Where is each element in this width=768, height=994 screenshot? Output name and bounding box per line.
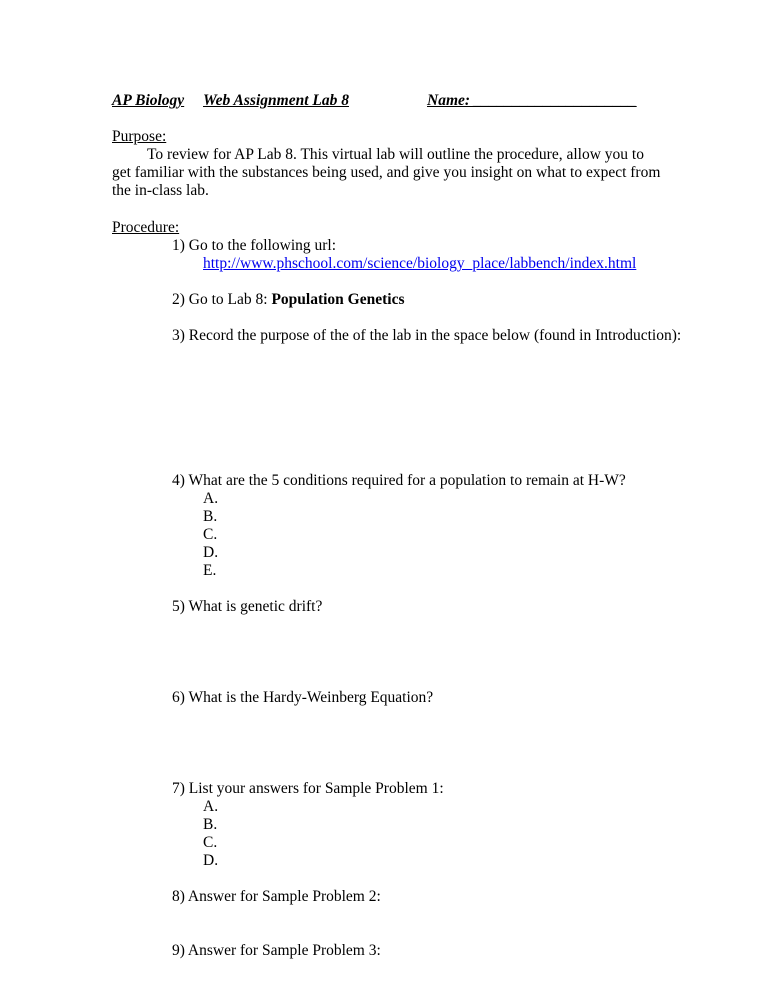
course-title: AP Biology — [112, 92, 185, 109]
step-8-text: 8) Answer for Sample Problem 2: — [172, 888, 381, 905]
step-1-text: 1) Go to the following url: — [172, 237, 337, 254]
step-2-prefix: 2) Go to Lab 8: — [172, 291, 272, 308]
step-2-text — [172, 291, 405, 309]
step-4-option-a: A. — [203, 490, 219, 507]
purpose-line-3: the in-class lab. — [112, 182, 209, 199]
step-3-text: 3) Record the purpose of the of the lab in the space below (found in Introduction): — [172, 327, 682, 344]
step-7-option-b: B. — [203, 816, 218, 833]
purpose-heading: Purpose: — [112, 128, 167, 145]
step-2-lab-name: Population Genetics — [271, 291, 405, 308]
assignment-title: Web Assignment Lab 8 — [203, 92, 349, 109]
step-7-option-c: C. — [203, 834, 218, 851]
step-4-option-c: C. — [203, 526, 218, 543]
step-4-option-d: D. — [203, 544, 219, 561]
step-4-option-e: E. — [203, 562, 217, 579]
lab-bench-url-link[interactable]: http://www.phschool.com/science/biology_place/labbench/index.html — [203, 255, 637, 272]
procedure-heading: Procedure: — [112, 219, 180, 236]
step-4-text: 4) What are the 5 conditions required for a population to remain at H-W? — [172, 472, 626, 489]
step-7-option-d: D. — [203, 852, 219, 869]
purpose-line-1: To review for AP Lab 8. This virtual lab will outline the procedure, allow you to — [147, 146, 644, 163]
step-5-text: 5) What is genetic drift? — [172, 598, 323, 615]
step-6-text: 6) What is the Hardy-Weinberg Equation? — [172, 689, 434, 706]
step-7-option-a: A. — [203, 798, 219, 815]
step-4-option-b: B. — [203, 508, 218, 525]
step-7-text: 7) List your answers for Sample Problem 1: — [172, 780, 444, 797]
name-field-label: Name: _____________________ — [427, 92, 637, 109]
purpose-line-2: get familiar with the substances being used, and give you insight on what to expect from — [112, 164, 661, 181]
step-9-text: 9) Answer for Sample Problem 3: — [172, 942, 381, 959]
